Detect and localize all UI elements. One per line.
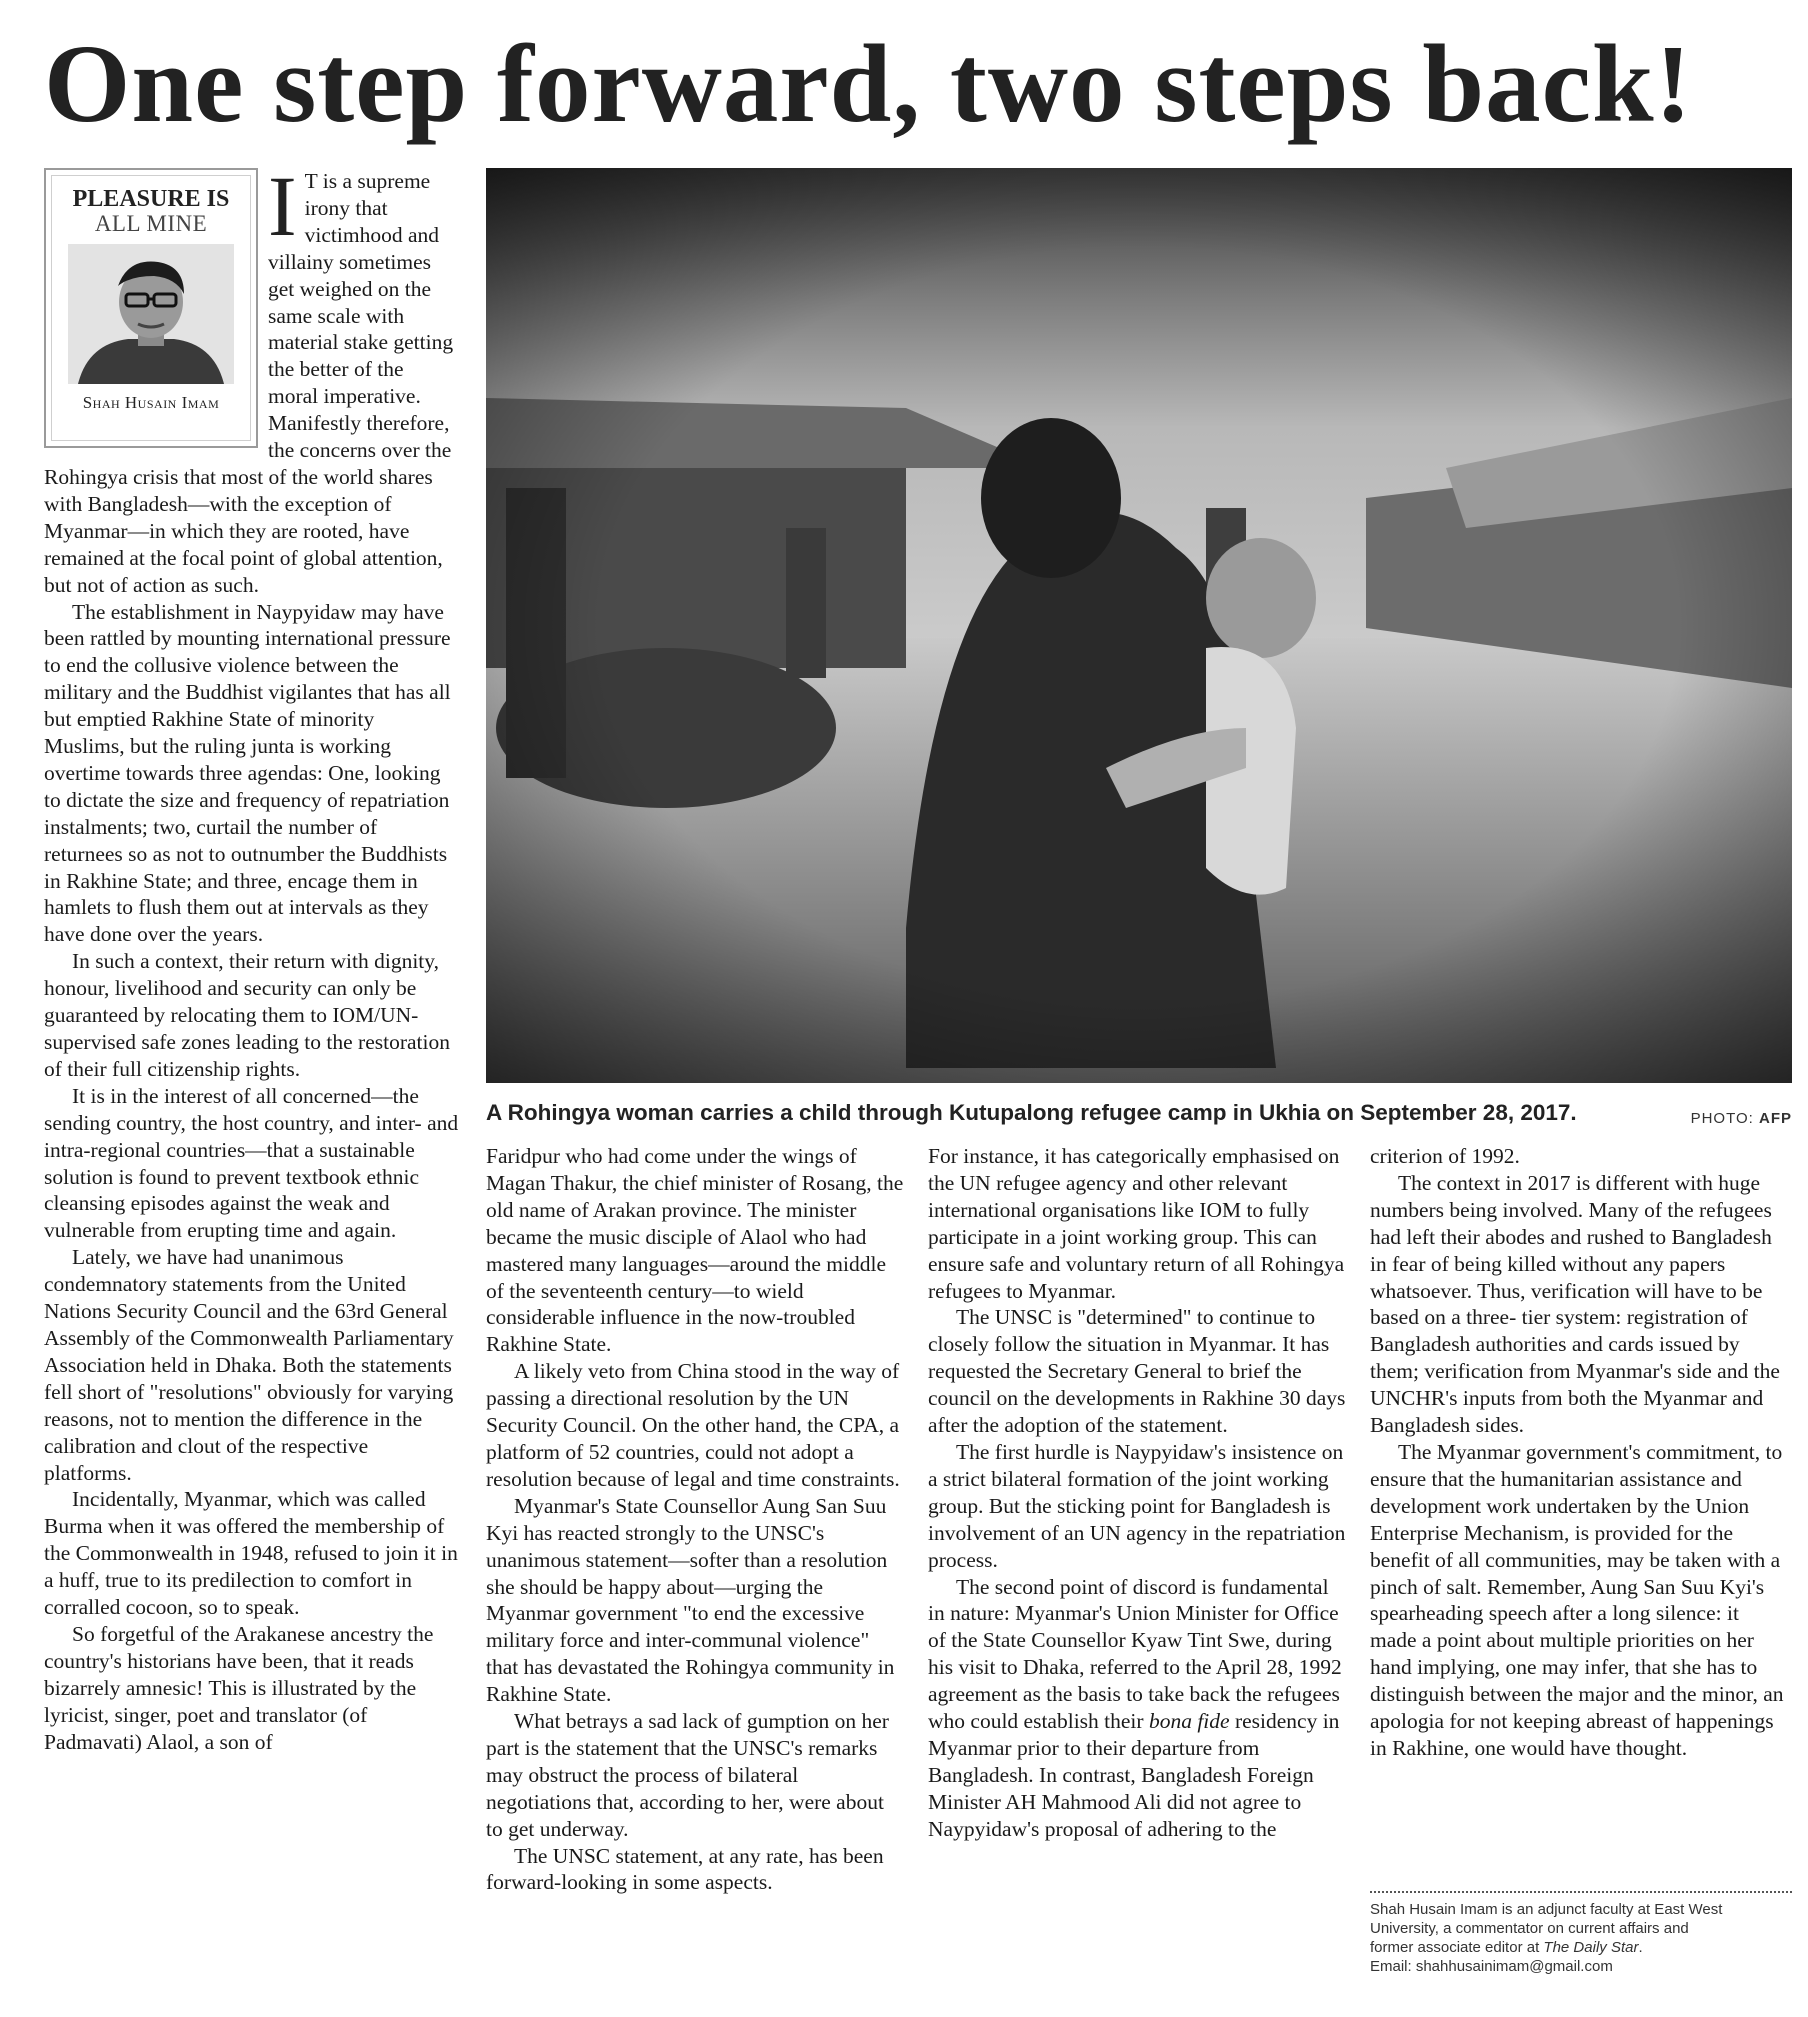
paragraph: The UNSC is "determined" to continue to closely follow the situation in Myanmar. It has requested the Secretary General to brief the council on the developments in Rakhine 30 days after the adoption of the statement. — [928, 1305, 1346, 1438]
paragraph — [928, 1574, 1348, 1843]
photo-credit — [1691, 1104, 1792, 1134]
bio-text: former associate editor at — [1370, 1939, 1540, 1956]
author-bio — [1370, 1900, 1792, 2008]
photo-credit-source: AFP — [1759, 1110, 1792, 1127]
paragraph: criterion of 1992. — [1370, 1144, 1520, 1168]
paragraph: The establishment in Naypyidaw may have been rattled by mounting international pressure to end the collusive violence between the military and the Buddhist vigilantes that has all but emptied Rakhine State of minority Muslims, but the ruling junta is working overtime towards three agendas: One, looking to dictate the size and frequency of repatriation instalments; two, curtail the number of returnees so as not to outnumber the Buddhists in Rakhine State; and three, encage them in hamlets to flush them out at intervals as they have done over the years. — [44, 599, 451, 947]
author-portrait — [68, 244, 234, 384]
photo-caption: A Rohingya woman carries a child through Kutupalong refugee camp in Ukhia on September 28, 2017. — [486, 1100, 1577, 1125]
bio-line — [1370, 1938, 1792, 1957]
bio-email: Email: shahhusainimam@gmail.com — [1370, 1958, 1613, 1975]
italic-term: bona fide — [1148, 1709, 1230, 1734]
paragraph: Incidentally, Myanmar, which was called Burma when it was offered the membership of the Commonwealth in 1948, refused to join it in a huff, true to its predilection to comfort in corralled cocoon, so to speak. — [44, 1487, 458, 1620]
refugee-camp-photo — [486, 168, 1792, 1083]
article-column-4 — [1370, 1143, 1790, 2008]
article-column-3 — [928, 1143, 1348, 2008]
paragraph: The context in 2017 is different with huge numbers being involved. Many of the refugees had left their abodes and rushed to Bangladesh in fear of being killed without any papers whatsoever. Thus, verification will have to be based on a three- tier system: registration of Bangladesh authorities and cards issued by them; verification from Myanmar's side and the UNCHR's inputs from both the Myanmar and Bangladesh sides. — [1370, 1170, 1780, 1438]
bio-divider — [1370, 1891, 1792, 1893]
paragraph: In such a context, their return with dignity, honour, livelihood and security can only be guaranteed by relocating them to IOM/UN-supervised safe zones leading to the restoration of their full citizenship rights. — [44, 949, 450, 1081]
newspaper-name: The Daily Star — [1543, 1939, 1639, 1956]
bio-line: University, a commentator on current affairs and — [1370, 1920, 1689, 1937]
paragraph: The first hurdle is Naypyidaw's insistence on a strict bilateral formation of the joint working group. But the sticking point for Bangladesh is involvement of an UN agency in the repatriation process. — [928, 1439, 1346, 1572]
paragraph: Faridpur who had come under the wings of Magan Thakur, the chief minister of Rosang, the old name of Arakan province. The minister became the music disciple of Alaol who had mastered many languages—around the middle of the seventeenth century—to wield considerable influence in the now-troubled Rakhine State. — [486, 1144, 904, 1357]
paragraph: The UNSC statement, at any rate, has been forward-looking in some aspects. — [486, 1843, 884, 1895]
column-subtitle: ALL MINE — [94, 211, 208, 236]
photo-credit-label: PHOTO: — [1690, 1110, 1754, 1127]
column-title: PLEASURE IS — [72, 186, 230, 212]
paragraph: For instance, it has categorically emphasised on the UN refugee agency and other relevant international organisations like IOM to fully participate in a joint working group. This can ensure safe and voluntary return of all Rohingya refugees to Myanmar. — [928, 1144, 1345, 1303]
article-column-2 — [486, 1143, 906, 2008]
paragraph-text: residency in Myanmar prior to their departure from Bangladesh. In contrast, Bangladesh Foreign Minister AH Mahmood Ali did not agree to Naypyidaw's proposal of adhering to the — [928, 1709, 1340, 1841]
headline: One step forward, two steps back! — [44, 23, 1693, 146]
paragraph: So forgetful of the Arakanese ancestry the country's historians have been, that it reads bizarrely amnesic! This is illustrated by the lyricist, singer, poet and translator (of Padmavati) Alaol, a son of — [44, 1621, 434, 1754]
paragraph: T is a supreme irony that victimhood and villainy sometimes get weighed on the same scale with material stake getting the better of the moral imperative. Manifestly therefore, the concerns over the Rohingya crisis that most of the world shares with Bangladesh—with the exception of Myanmar—in which they are rooted, have remained at the focal point of global attention, but not of action as such. — [44, 169, 454, 597]
bio-line: Shah Husain Imam is an adjunct faculty at East West — [1370, 1901, 1723, 1918]
bio-text: . — [1638, 1939, 1643, 1956]
paragraph: What betrays a sad lack of gumption on her part is the statement that the UNSC's remarks may obstruct the process of bilateral negotiations that, according to her, were about to get underway. — [486, 1709, 889, 1841]
author-name: Shah Husain Imam — [82, 393, 220, 412]
paragraph: It is in the interest of all concerned—the sending country, the host country, and inter- and intra-regional countries—that a sustainable solution is found to prevent textbook ethnic cleansing episodes against the weak and vulnerable from erupting time and again. — [44, 1083, 459, 1243]
article-column-1 — [44, 168, 459, 2008]
drop-cap: I — [268, 168, 297, 254]
paragraph: Lately, we have had unanimous condemnatory statements from the United Nations Security Council and the 63rd General Assembly of the Commonwealth Parliamentary Association held in Dhaka. Both the statements fell short of "resolutions" obviously for varying reasons, not to mention the difference in the calibration and clout of the respective platforms. — [44, 1245, 454, 1485]
column-logo-box — [44, 168, 258, 448]
paragraph: A likely veto from China stood in the way of passing a directional resolution by the UN Security Council. On the other hand, the CPA, a platform of 52 countries, could not adopt a resolution because of legal and time constraints. — [486, 1359, 900, 1491]
paragraph: Myanmar's State Counsellor Aung San Suu Kyi has reacted strongly to the UNSC's unanimous statement—softer than a resolution she should be happy about—urging the Myanmar government "to end the excessive military force and inter-communal violence" that has devastated the Rohingya community in Rakhine State. — [486, 1493, 895, 1707]
paragraph: The Myanmar government's commitment, to ensure that the humanitarian assistance and development work undertaken by the Union Enterprise Mechanism, is provided for the benefit of all communities, may be taken with a pinch of salt. Remember, Aung San Suu Kyi's spearheading speech after a long silence: it made a point about multiple priorities on her hand implying, one may infer, that she has to distinguish between the major and the minor, an apologia for not keeping abreast of happenings in Rakhine, one would have thought. — [1370, 1439, 1784, 1760]
paragraph-text: The second point of discord is fundamental in nature: Myanmar's Union Minister for Office of the State Counsellor Kyaw Tint Swe, during his visit to Dhaka, referred to the April 28, 1992 agreement as the basis to take back the refugees who could establish their — [928, 1574, 1342, 1734]
